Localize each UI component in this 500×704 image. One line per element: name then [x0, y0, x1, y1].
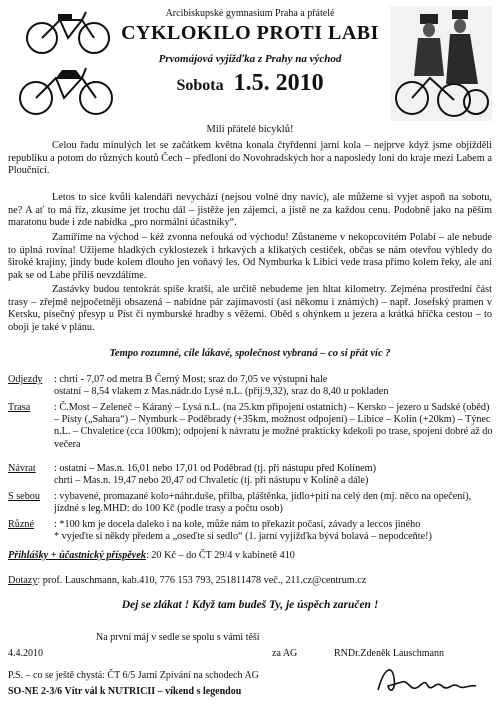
return-section: [8, 463, 496, 489]
closing-signature-name: RNDr.Zdeněk Lauschmann: [334, 648, 444, 659]
return-line-fast: chrti – Mas.n. 19,47 nebo 20,47 od Chvaletic (tj. při nástupu v Kolíně a dále): [54, 475, 369, 487]
bicycle-icon: [16, 62, 116, 118]
bring-section: [8, 491, 496, 517]
departures-section: [8, 374, 496, 400]
misc-line-distance: : *100 km je docela daleko i na kole, může nám to překazit počasí, závady a leccos jiného: [54, 519, 421, 530]
bring-text: : vybavené, promazané kolo+náhr.duše, přilba, pláštěnka, jídlo+pití na celý den (mj. něco na opečení), jízdné s leg.MHD: do 100 Kč (podle trasy a počtu osob): [54, 491, 472, 515]
closing-place: za AG: [272, 648, 298, 659]
slogan: Tempo rozumné, cíle lákavé, společnost vybraná – co si přát víc ?: [109, 348, 391, 359]
bicycle-icon: [24, 6, 114, 56]
misc-section: [8, 519, 496, 545]
route-label: Trasa: [8, 402, 31, 413]
paragraph-route: Zamíříme na východ – kéž zvonna nefouká od východu! Zůstaneme v nekopcovitém Polabí – ale nebude to úplná rovina! Užijeme hladkých cyklostezek i hrkavých a klikatých cestiček, občas se nám otevřou výhledy do široké krajiny, jindy bude kolem dlouho jen voňavý les. Od Nymburka k Libici vede trasa přímo kolem řeky, ale ani pak se od Labe příliš nevzdálíme.: [8, 232, 492, 281]
page-title: CYKLOKILO PROTI LABI: [121, 22, 379, 44]
paragraph-plan: Letos to sice kvůli kalendáři nevychází (nejsou volné dny navíc), ale můžeme si vyjet aspoň na sobotu, ne? A ať to má říz, zkusíme jet trochu dál – jistěže jen zájemci, a jistě ne za každou cenu. Podobně jako na pěším maratonu bude i zde nabídka „pro normální účastníky“.: [8, 192, 492, 229]
bring-label: S sebou: [8, 491, 40, 502]
departures-label: Odjezdy: [8, 374, 43, 385]
handwritten-signature: [372, 660, 482, 700]
contact-text: : prof. Lauschmann, kab.410, 776 153 793, 251811478 več., 211.cz@centrum.cz: [37, 575, 367, 586]
date-prefix: Sobota: [176, 77, 224, 94]
event-date: [120, 70, 380, 97]
paragraph-intro: Celou řadu minulých let se začátkem května konala čtyřdenní jarní kola – nejprve když jsme objížděli republiku a potom do různých koutů Čech – předloni do Novohradských hor a naposledy loni do kraje mezi Labem a Ploučnicí.: [8, 140, 492, 177]
return-label: Návrat: [8, 463, 36, 474]
closing-date: 4.4.2010: [8, 648, 43, 659]
registration-section: [8, 550, 496, 564]
greeting: Milí přátelé bicyklů!: [206, 124, 294, 135]
event-subtitle: Prvomájová vyjížďka z Prahy na východ: [158, 53, 342, 65]
registration-label: Přihlášky + účastnický příspěvek: [8, 550, 146, 561]
registration-text: : 20 Kč – do ČT 29/4 v kabinetě 410: [145, 550, 295, 561]
misc-label: Různé: [8, 519, 35, 530]
misc-line-training: * vyjeďte si někdy předem a „oseďte si sedlo“ (1. jarní vyjížďka bývá bolavá – nepodceňte!): [54, 531, 432, 543]
ps-line-2: SO-NE 2-3/6 Vítr vál k NUTRICII – víkend s legendou: [8, 686, 242, 697]
ps-line-1: P.S. – co se ještě chystá: ČT 6/5 Jarní Zpívání na schodech AG: [8, 670, 259, 681]
vintage-cyclists-image: [390, 6, 492, 121]
date-value: 1.5. 2010: [233, 70, 324, 96]
organizer-name: Arcibiskupské gymnasium Praha a přátelé: [165, 8, 335, 19]
paragraph-stops: Zastávky budou tentokrát spíše kratší, ale určitě nebudeme jen hltat kilometry. Zejména prostřední část trasy – zřejmě nejpočetněji obsazená – nabídne pár zajímavostí (asi někomu i známých) – např. Josefský pramen v Kersku, písečný přesyp u Píst či nymburské hradby s věžemi. Oběd s ohýnkem u jezera a krátká hříčka cestou – to obojí je také v plánu.: [8, 284, 492, 333]
contact-section: [8, 575, 496, 589]
contact-label: Dotazy: [8, 575, 38, 586]
departure-line-fast: : chrti - 7,07 od metra B Černý Most; sraz do 7,05 ve výstupní hale: [54, 374, 328, 385]
departure-line-others: ostatní – 8,54 vlakem z Mas.nádr.do Lysé n.L. (příj.9,32), sraz do 8,40 u pokladen: [54, 386, 389, 398]
return-line-others: : ostatní – Mas.n. 16,01 nebo 17,01 od Poděbrad (tj. při nástupu před Kolínem): [54, 463, 376, 474]
closing-line: Na první máj v sedle se spolu s vámi těší: [96, 632, 260, 643]
route-section: [8, 402, 496, 462]
route-text: : Č.Most – Zeleneč – Káraný – Lysá n.L. (na 25.km připojení ostatních) – Kersko – jezero u Sadské (oběd) – Písty („Sahara“) – Nymburk – Poděbrady (+35km, možnost odpojení) – Libice – Kolín (+20km) – Týnec n.L. – Chvaletice (cca 100km); odpojení k návratu je možné prakticky kdekoli po trase, spojení dobré až do večera: [54, 402, 493, 450]
final-slogan: Dej se zlákat ! Když tam budeš Ty, je úspěch zaručen !: [121, 599, 379, 611]
